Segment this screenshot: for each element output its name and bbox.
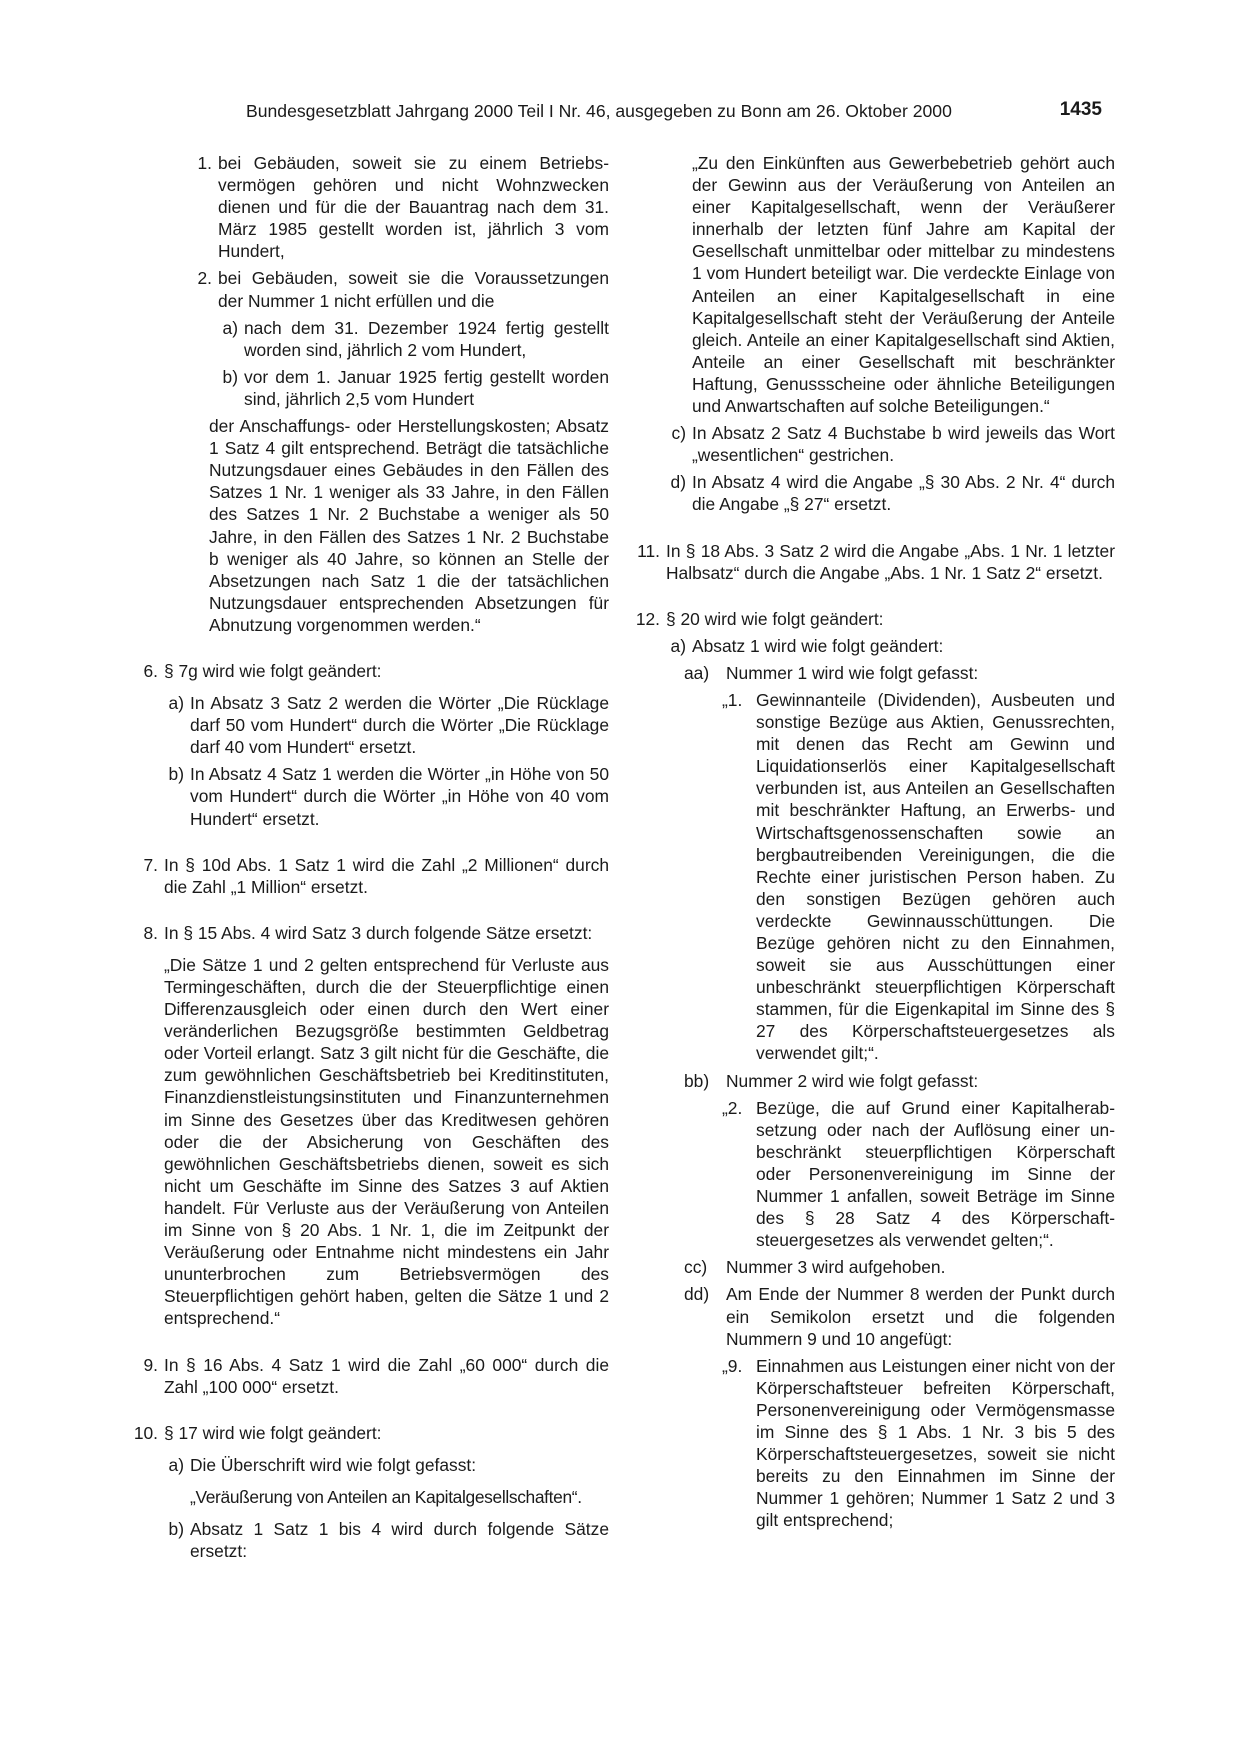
list-item-10b	[132, 1518, 609, 1562]
quote-number: „9.	[722, 1355, 743, 1376]
item-text: § 20 wird wie folgt geändert:	[666, 608, 884, 629]
continuation-paragraph	[132, 415, 609, 636]
item-text: In Absatz 4 wird die Angabe „§ 30 Abs. 2 Nr. 4“ durch die Angabe „§ 27“ ersetzt.	[692, 472, 1115, 515]
page-number: 1435	[1059, 99, 1102, 120]
item-letter: d)	[670, 472, 686, 493]
item-text: Nummer 3 wird aufgehoben.	[726, 1257, 946, 1278]
quoted-item-1	[630, 689, 1115, 1065]
item-letter: dd)	[684, 1284, 710, 1305]
item-letter: b)	[222, 366, 238, 387]
item-text: § 17 wird wie folgt geändert:	[164, 1422, 382, 1443]
list-item-10	[132, 1422, 609, 1444]
item-letter: a)	[670, 635, 686, 656]
quote-text: „Veräußerung von Anteilen an Kapitalgesellschaften“.	[190, 1486, 582, 1507]
item-text: nach dem 31. Dezember 1924 fertig gestellt worden sind, jährlich 2 vom Hundert,	[244, 317, 609, 360]
quote-text: Bezüge, die auf Grund einer Kapitalherabsetzung oder nach der Auflösung einer unbeschränkt steuerpflichtigen Körperschaft oder Personenvereinigung im Sinne der Nummer 1 anfallen, soweit Beträge im Sinne des § 28 Satz 4 des Körperschaftsteuergesetzes als verwendet gelten;“.	[756, 1097, 1115, 1251]
item-number: 2.	[197, 268, 212, 289]
item-number: 9.	[143, 1354, 158, 1375]
item-text: In § 10d Abs. 1 Satz 1 wird die Zahl „2 Millionen“ durch die Zahl „1 Million“ ersetzt.	[164, 854, 609, 897]
item-text: vor dem 1. Januar 1925 fertig gestellt worden sind, jährlich 2,5 vom Hundert	[244, 366, 609, 409]
item-letter: b)	[168, 764, 184, 785]
item-letter: cc)	[684, 1257, 708, 1278]
item-text: Nummer 1 wird wie folgt gefasst:	[726, 662, 979, 683]
item-letter: a)	[168, 1454, 184, 1475]
list-item-7	[132, 854, 609, 898]
list-item-2b	[132, 366, 609, 410]
item-text: In Absatz 3 Satz 2 werden die Wörter „Die Rücklage darf 50 vom Hundert“ durch die Wörter „Die Rücklage darf 40 vom Hundert“ ersetzt.	[190, 693, 609, 758]
list-item-9	[132, 1354, 609, 1398]
item-number: 12.	[635, 608, 660, 629]
quote-text: Gewinnanteile (Dividenden), Ausbeuten und sonstige Bezüge aus Aktien, Genussrechten, mit denen das Recht am Gewinn und Liquidationserlös einer Kapitalgesellschaft verbunden ist, aus Anteilen an Gesellschaften mit beschränkter Haftung, an Erwerbs- und Wirtschaftsgenossenschaften sowie an bergbautreibenden Vereinigungen, die die Rechte einer juristischen Person haben. Zu den sonstigen Bezügen gehören auch verdeckte Gewinnausschüttungen. Die Bezüge gehören nicht zu den Einnahmen, soweit sie aus Ausschüttungen einer unbeschränkt steuerpflichtigen Körperschaft stammen, für die Eigenkapital im Sinne des § 27 des Körperschaftsteuergesetzes als verwendet gilt;“.	[756, 689, 1115, 1064]
quoted-item-2	[630, 1097, 1115, 1252]
item-text: Die Überschrift wird wie folgt gefasst:	[190, 1454, 477, 1475]
paragraph-text: der Anschaffungs- oder Herstellungskosten; Absatz 1 Satz 4 gilt entsprechend. Beträgt die tatsächliche Nutzungsdauer eines Gebäudes in den Fällen des Satzes 1 Nr. 1 weniger als 33 Jahre, in den Fällen des Satzes 1 Nr. 2 Buchstabe a weniger als 50 Jahre, in den Fällen des Satzes 1 Nr. 2 Buchstabe b weniger als 40 Jahre, so können an Stelle der Absetzungen nach Satz 1 die der tatsächlichen Nutzungsdauer entsprechenden Absetzungen für Abnutzung vorgenommen werden.“	[209, 416, 609, 635]
item-number: 11.	[637, 540, 660, 561]
item-text: Absatz 1 wird wie folgt geändert:	[692, 635, 944, 656]
quote-number: „1.	[722, 689, 743, 710]
item-number: 8.	[143, 922, 158, 943]
quote-text: Einnahmen aus Leistungen einer nicht von der Körperschaftsteuer befreiten Körperschaft, Personenvereinigung oder Vermögensmasse im Sinne des § 1 Abs. 1 Nr. 3 bis 5 des Körperschaftsteuergesetzes, soweit sie nicht bereits zu den Einnahmen im Sinne der Nummer 1 gehören; Nummer 1 Satz 2 und 3 gilt entsprechend;	[756, 1355, 1115, 1531]
item-text: In Absatz 4 Satz 1 werden die Wörter „in Höhe von 50 vom Hundert“ durch die Wörter „in Höhe von 40 vom Hundert“ ersetzt.	[190, 764, 609, 829]
item-text: In Absatz 2 Satz 4 Buchstabe b wird jeweils das Wort „wesentlichen“ gestrichen.	[692, 423, 1115, 466]
item-text: In § 15 Abs. 4 wird Satz 3 durch folgende Sätze ersetzt:	[164, 922, 593, 943]
item-text: Nummer 2 wird wie folgt gefasst:	[726, 1070, 979, 1091]
item-letter: c)	[671, 423, 686, 444]
list-item-10d	[630, 471, 1115, 515]
item-text: bei Gebäuden, soweit sie zu einem Betriebsvermögen gehören und nicht Wohnzwecken dienen und für die der Bauantrag nach dem 31. März 1985 gestellt worden ist, jährlich 3 vom Hundert,	[218, 153, 609, 262]
quote-text: „Zu den Einkünften aus Gewerbebetrieb gehört auch der Gewinn aus der Veräußerung von Anteilen an einer Kapitalgesellschaft, wenn der Veräußerer innerhalb der letzten fünf Jahre am Kapital der Gesellschaft unmittelbar oder mittelbar zu mindestens 1 vom Hundert beteiligt war. Die verdeckte Einlage von Anteilen an einer Kapitalgesellschaft in eine Kapitalgesellschaft steht der Veräußerung der Anteile gleich. Anteile an einer Kapitalgesellschaft sind Aktien, Anteile an einer Gesellschaft mit beschränkter Haftung, Genussscheine oder ähnliche Beteiligungen und Anwartschaften auf solche Beteiligungen.“	[692, 153, 1115, 417]
list-item-2a	[132, 317, 609, 361]
item-text: Am Ende der Nummer 8 werden der Punkt durch ein Semikolon ersetzt und die folgenden Nummern 9 und 10 angefügt:	[726, 1284, 1115, 1349]
list-item-aa	[630, 662, 1115, 684]
running-header	[246, 100, 1102, 126]
quoted-text-17	[630, 152, 1115, 417]
item-text: Absatz 1 Satz 1 bis 4 wird durch folgende Sätze ersetzt:	[190, 1518, 609, 1562]
left-column	[132, 152, 609, 1562]
list-item-12	[630, 608, 1115, 630]
item-number: 6.	[143, 660, 158, 681]
item-letter: b)	[168, 1518, 184, 1539]
list-item-6	[132, 660, 609, 682]
quoted-heading-10a	[132, 1486, 609, 1508]
item-letter: a)	[168, 693, 184, 714]
quoted-item-9	[630, 1355, 1115, 1532]
list-item-10a	[132, 1454, 609, 1476]
item-text: In § 16 Abs. 4 Satz 1 wird die Zahl „60 000“ durch die Zahl „100 000“ ersetzt.	[164, 1354, 609, 1397]
item-text: bei Gebäuden, soweit sie die Voraussetzungen der Nummer 1 nicht erfüllen und die	[218, 268, 609, 311]
list-item-cc	[630, 1256, 1115, 1278]
list-item-6b	[132, 763, 609, 829]
item-letter: aa)	[684, 662, 710, 683]
list-item-2	[132, 267, 609, 311]
list-item-bb	[630, 1070, 1115, 1092]
list-item-12a	[630, 635, 1115, 657]
item-letter: bb)	[684, 1070, 710, 1091]
header-citation: Bundesgesetzblatt Jahrgang 2000 Teil I Nr. 46, ausgegeben zu Bonn am 26. Oktober 2000	[246, 101, 952, 121]
quote-number: „2.	[722, 1097, 743, 1118]
item-letter: a)	[222, 317, 238, 338]
list-item-1	[132, 152, 609, 262]
item-text: § 7g wird wie folgt geändert:	[164, 660, 382, 681]
item-number: 7.	[143, 854, 158, 875]
item-text: In § 18 Abs. 3 Satz 2 wird die Angabe „Abs. 1 Nr. 1 letzter Halbsatz“ durch die Angabe „Abs. 1 Nr. 1 Satz 2“ ersetzt.	[666, 540, 1115, 583]
list-item-10c	[630, 422, 1115, 466]
list-item-11	[630, 540, 1115, 584]
quote-text: „Die Sätze 1 und 2 gelten entsprechend für Verluste aus Termingeschäften, durch die der Steuerpflichtige einen Differenzausgleich oder einen durch den Wert einer veränderlichen Bezugsgröße bestimmten Geldbetrag oder Vorteil erlangt. Satz 3 gilt nicht für die Geschäfte, die zum gewöhnlichen Geschäftsbetrieb bei Kreditinstituten, Finanzdienstleistungsinstituten und Finanzunternehmen im Sinne des Gesetzes über das Kreditwesen gehören oder die der Absicherung von Geschäften des gewöhnlichen Geschäftsbetriebs dienen, soweit es sich nicht um Geschäfte im Sinne des Satzes 3 auf Aktien handelt. Für Verluste aus der Veräußerung von Anteilen im Sinne von § 20 Abs. 1 Nr. 1, die im Zeitpunkt der Veräußerung oder Entnahme nicht mindestens ein Jahr ununterbrochen zum Betriebsvermögen des Steuerpflichtigen gehört haben, gelten die Sätze 1 und 2 entsprechend.“	[164, 954, 609, 1329]
item-number: 10.	[133, 1422, 158, 1443]
item-number: 1.	[197, 153, 212, 173]
list-item-dd	[630, 1283, 1115, 1349]
quoted-text-8	[132, 954, 609, 1330]
list-item-8	[132, 922, 609, 944]
right-column	[630, 152, 1115, 1531]
list-item-6a	[132, 692, 609, 758]
